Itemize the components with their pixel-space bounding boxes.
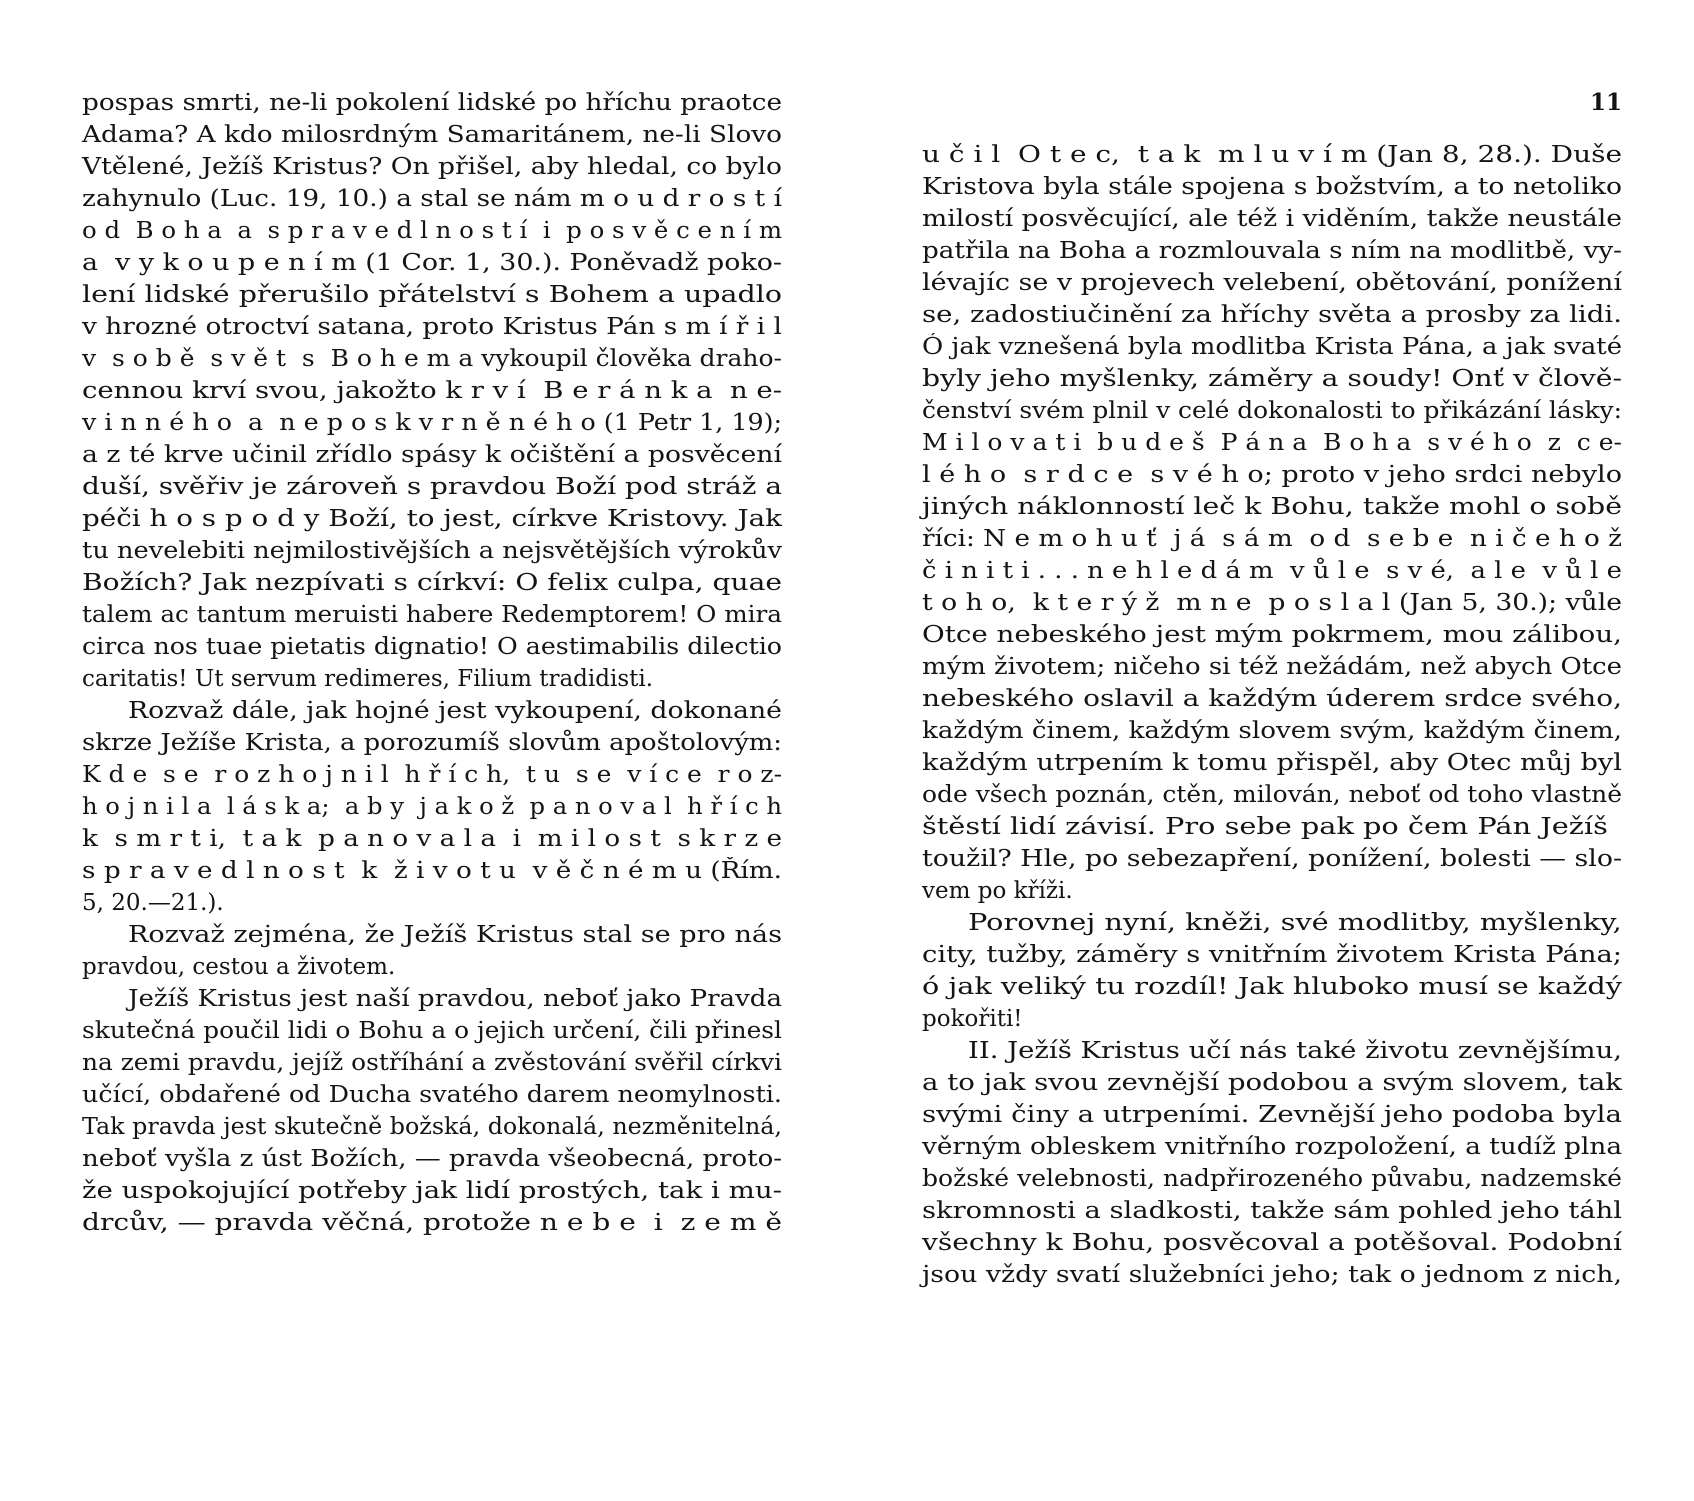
text-line: v hrozné otroctví satana, proto Kristus Pán s m í ř i l [82,314,782,340]
text-line: lévajíc se v projevech velebení, obětování, ponížení [922,270,1622,296]
text-line: II. Ježíš Kristus učí nás také životu zevnějšímu, [968,1038,1622,1064]
text-line: lení lidské přerušilo přátelství s Bohem a upadlo [82,282,783,308]
text-line: č i n i t i . . . n e h l e d á m v ů l e s v é, a l e v ů l e [922,558,1622,584]
page-number: 11 [1589,89,1622,116]
text-line: a v y k o u p e n í m (1 Cor. 1, 30.). Poněvadž poko- [82,250,782,276]
text-line: s p r a v e d l n o s t k ž i v o t u v ě č n é m u (Řím. [82,858,782,884]
text-line: pravdou, cestou a životem. [82,954,396,980]
text-line: všechny k Bohu, posvěcoval a potěšoval. Podobní [922,1230,1622,1256]
text-line: péči h o s p o d y Boží, to jest, církve Kristovy. Jak [82,506,782,532]
text-line: l é h o s r d c e s v é h o; proto v jeho srdci nebylo [922,462,1622,488]
text-line: jiných náklonností leč k Bohu, takže mohl o sobě [922,494,1622,520]
text-line: na zemi pravdu, jejíž ostříhání a zvěstování svěřil církvi [82,1050,782,1076]
text-line: patřila na Boha a rozmlouvala s ním na modlitbě, vy- [922,238,1622,264]
text-line: caritatis! Ut servum redimeres, Filium tradidisti. [82,666,654,692]
text-line: talem ac tantum meruisti habere Redemptorem! O mira [82,602,782,628]
text-line: Porovnej nyní, kněži, své modlitby, myšlenky, [968,910,1622,936]
text-line: mým životem; ničeho si též nežádám, než abych Otce [922,654,1622,680]
text-line: milostí posvěcující, ale též i viděním, takže neustále [922,206,1622,232]
text-line: k s m r t i, t a k p a n o v a l a i m i l o s t s k r z e [82,826,782,852]
text-line: štěstí lidí závisí. Pro sebe pak po čem Pán Ježíš [922,814,1608,840]
text-line: v s o b ě s v ě t s B o h e m a vykoupil člověka draho- [82,346,782,372]
text-line: M i l o v a t i b u d e š P á n a B o h a s v é h o z c e- [922,430,1622,456]
text-line: duší, svěřiv je zároveň s pravdou Boží pod stráž a [82,474,782,500]
text-line: Otce nebeského jest mým pokrmem, mou zálibou, [922,622,1622,648]
text-line: že uspokojující potřeby jak lidí prostých, tak i mu- [82,1178,782,1204]
text-line: K d e s e r o z h o j n i l h ř í c h, t u s e v í c e r o z- [82,762,783,788]
text-line: Rozvaž zejména, že Ježíš Kristus stal se pro nás [128,922,782,948]
text-line: každým činem, každým slovem svým, každým činem, [922,718,1622,744]
text-line: Adama? A kdo milosrdným Samaritánem, ne-li Slovo [82,122,782,148]
text-line: pokořiti! [922,1006,1023,1032]
text-line: Tak pravda jest skutečně božská, dokonalá, nezměnitelná, [82,1114,782,1140]
text-line: nebeského oslavil a každým úderem srdce svého, [922,686,1622,712]
text-line: skutečná poučil lidi o Bohu a o jejich určení, čili přinesl [82,1018,782,1044]
text-line: 5, 20.—21.). [82,890,224,916]
text-line: a to jak svou zevnější podobou a svým slovem, tak [922,1070,1622,1096]
text-line: cennou krví svou, jakožto k r v í B e r á n k a n e- [82,378,782,404]
text-line: svými činy a utrpeními. Zevnější jeho podoba byla [922,1102,1622,1128]
text-line: čenství svém plnil v celé dokonalosti to přikázání lásky: [922,398,1622,424]
text-line: v i n n é h o a n e p o s k v r n ě n é h o (1 Petr 1, 19); [82,410,782,436]
text-line: Kristova byla stále spojena s božstvím, a to netoliko [922,174,1622,200]
text-line: city, tužby, záměry s vnitřním životem Krista Pána; [922,942,1622,968]
text-line: t o h o, k t e r ý ž m n e p o s l a l (Jan 5, 30.); vůle [922,590,1622,616]
text-line: věrným obleskem vnitřního rozpoložení, a tudíž plna [922,1134,1622,1160]
text-line: u č i l O t e c, t a k m l u v í m (Jan 8, 28.). Duše [922,142,1622,168]
text-line: Vtělené, Ježíš Kristus? On přišel, aby hledal, co bylo [82,154,782,180]
text-line: říci: N e m o h u ť j á s á m o d s e b e n i č e h o ž [922,526,1622,552]
text-line: ode všech poznán, ctěn, milován, neboť od toho vlastně [922,782,1622,808]
text-line: pospas smrti, ne-li pokolení lidské po hříchu praotce [82,90,782,116]
text-line: o d B o h a a s p r a v e d l n o s t í i p o s v ě c e n í m [82,218,782,244]
text-line: vem po kříži. [922,878,1073,904]
text-line: circa nos tuae pietatis dignatio! O aestimabilis dilectio [82,634,782,660]
text-line: skrze Ježíše Krista, a porozumíš slovům apoštolovým: [82,730,782,756]
text-line: jsou vždy svatí služebníci jeho; tak o jednom z nich, [922,1262,1622,1288]
text-line: drcův, — pravda věčná, protože n e b e i z e m ě [82,1210,782,1236]
text-line: božské velebnosti, nadpřirozeného půvabu, nadzemské [922,1166,1622,1192]
text-line: h o j n i l a l á s k a; a b y j a k o ž p a n o v a l h ř í c h [82,794,782,820]
text-line: Rozvaž dále, jak hojné jest vykoupení, dokonané [128,698,782,724]
text-line: Ó jak vznešená byla modlitba Krista Pána, a jak svaté [922,334,1622,360]
text-line: každým utrpením k tomu přispěl, aby Otec můj byl [922,750,1622,776]
text-line: skromnosti a sladkosti, takže sám pohled jeho táhl [922,1198,1622,1224]
text-line: učící, obdařené od Ducha svatého darem neomylnosti. [82,1082,782,1108]
text-line: ó jak veliký tu rozdíl! Jak hluboko musí se každý [922,974,1622,1000]
text-line: a z té krve učinil zřídlo spásy k očištění a posvěcení [82,442,782,468]
text-line: se, zadostiučinění za hříchy světa a prosby za lidi. [922,302,1622,328]
text-line: byly jeho myšlenky, záměry a soudy! Onť v člově- [922,366,1622,392]
text-line: zahynulo (Luc. 19, 10.) a stal se nám m o u d r o s t í [82,186,782,212]
text-line: Božích? Jak nezpívati s církví: O felix culpa, quae [82,570,782,596]
text-line: toužil? Hle, po sebezapření, ponížení, bolesti — slo- [922,846,1622,872]
text-line: Ježíš Kristus jest naší pravdou, neboť jako Pravda [128,986,782,1012]
text-line: tu nevelebiti nejmilostivějších a nejsvětějších výrokův [82,538,782,564]
text-line: neboť vyšla z úst Božích, — pravda všeobecná, proto- [82,1146,782,1172]
